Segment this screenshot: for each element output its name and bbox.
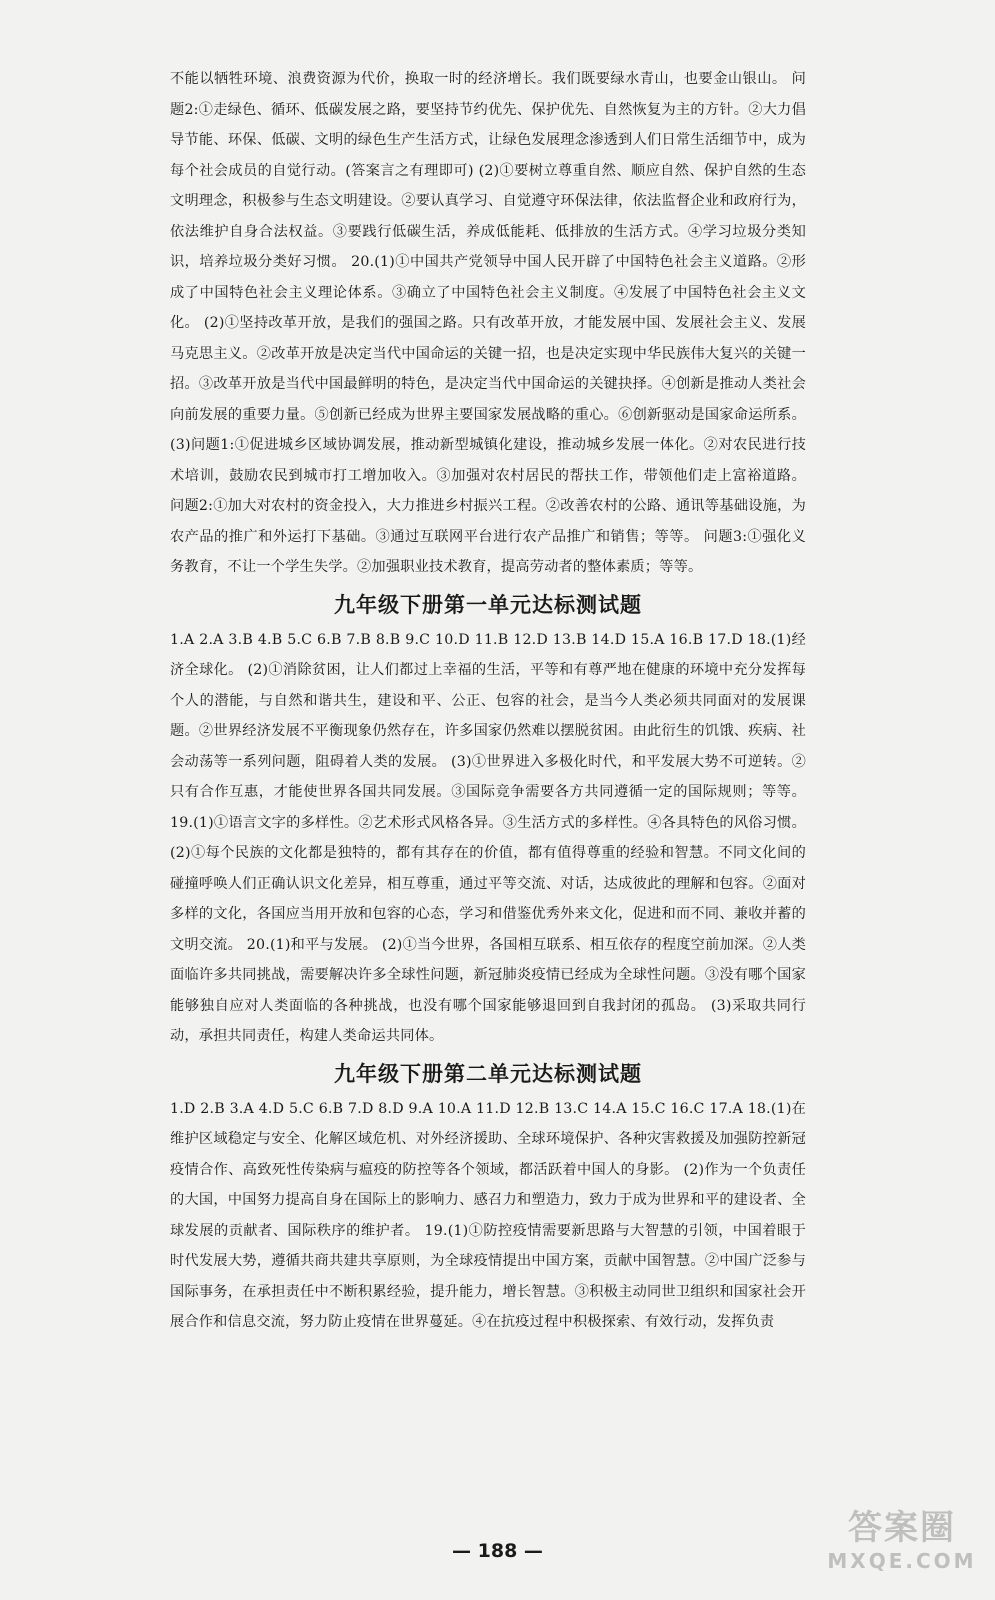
answer-block-unit-2: 1.D 2.B 3.A 4.D 5.C 6.B 7.D 8.D 9.A 10.A 11.D 12.B 13.C 14.A 15.C 16.C 17.A 18.(1)在维护区域稳定与安全、化解区域危机、对外经济援助、全球环境保护、各种灾害救援及加强防控新冠疫情合作、高致死性传染病与瘟疫的防控等各个领域，都活跃着中国人的身影。 (2)作为一个负责任的大国，中国努力提高自身在国际上的影响力、感召力和塑造力，致力于成为世界和平的建设者、全球发展的贡献者、国际秩序的维护者。 19.(1)①防控疫情需要新思路与大智慧的引领，中国着眼于时代发展大势，遵循共商共建共享原则，为全球疫情提出中国方案，贡献中国智慧。②中国广泛参与国际事务，在承担责任中不断积累经验，提升能力，增长智慧。③积极主动同世卫组织和国家社会开展合作和信息交流，努力防止疫情在世界蔓延。④在抗疫过程中积极探索、有效行动，发挥负责: [170, 1100, 806, 1330]
answer-block-unit-1: 1.A 2.A 3.B 4.B 5.C 6.B 7.B 8.B 9.C 10.D 11.B 12.D 13.B 14.D 15.A 16.B 17.D 18.(1)经济全球化。 (2)①消除贫困，让人们都过上幸福的生活，平等和有尊严地在健康的环境中充分发挥每个人的潜能，与自然和谐共生，建设和平、公正、包容的社会，是当今人类必须共同面对的发展课题。②世界经济发展不平衡现象仍然存在，许多国家仍然难以摆脱贫困。由此衍生的饥饿、疾病、社会动荡等一系列问题，阻碍着人类的发展。 (3)①世界进入多极化时代，和平发展大势不可逆转。②只有合作互惠，才能使世界各国共同发展。③国际竞争需要各方共同遵循一定的国际规则；等等。 19.(1)①语言文字的多样性。②艺术形式风格各异。③生活方式的多样性。④各具特色的风俗习惯。(2)①每个民族的文化都是独特的，都有其存在的价值，都有值得尊重的经验和智慧。不同文化间的碰撞呼唤人们正确认识文化差异，相互尊重，通过平等交流、对话，达成彼此的理解和包容。②面对多样的文化，各国应当用开放和包容的心态，学习和借鉴优秀外来文化，促进和而不同、兼收并蓄的文明交流。 20.(1)和平与发展。 (2)①当今世界，各国相互联系、相互依存的程度空前加深。②人类面临许多共同挑战，需要解决许多全球性问题，新冠肺炎疫情已经成为全球性问题。③没有哪个国家能够独自应对人类面临的各种挑战，也没有哪个国家能够退回到自我封闭的孤岛。 (3)采取共同行动，承担共同责任，构建人类命运共同体。: [170, 631, 806, 1044]
watermark-url: MXQE.COM: [827, 1549, 977, 1573]
page-number: — 188 —: [452, 1540, 543, 1562]
section-title-unit-2: 九年级下册第二单元达标测试题: [334, 1061, 642, 1086]
watermark-logo: [817, 1508, 987, 1574]
answer-block-prev-unit: 不能以牺牲环境、浪费资源为代价，换取一时的经济增长。我们既要绿水青山，也要金山银山。 问题2:①走绿色、循环、低碳发展之路，要坚持节约优先、保护优先、自然恢复为主的方针。②大力倡导节能、环保、低碳、文明的绿色生产生活方式，让绿色发展理念渗透到人们日常生活细节中，成为每个社会成员的自觉行动。(答案言之有理即可) (2)①要树立尊重自然、顺应自然、保护自然的生态文明理念，积极参与生态文明建设。②要认真学习、自觉遵守环保法律，依法监督企业和政府行为，依法维护自身合法权益。③要践行低碳生活，养成低能耗、低排放的生活方式。④学习垃圾分类知识，培养垃圾分类好习惯。 20.(1)①中国共产党领导中国人民开辟了中国特色社会主义道路。②形成了中国特色社会主义理论体系。③确立了中国特色社会主义制度。④发展了中国特色社会主义文化。 (2)①坚持改革开放，是我们的强国之路。只有改革开放，才能发展中国、发展社会主义、发展马克思主义。②改革开放是决定当代中国命运的关键一招，也是决定实现中华民族伟大复兴的关键一招。③改革开放是当代中国最鲜明的特色，是决定当代中国命运的关键抉择。④创新是推动人类社会向前发展的重要力量。⑤创新已经成为世界主要国家发展战略的重心。⑥创新驱动是国家命运所系。 (3)问题1:①促进城乡区域协调发展，推动新型城镇化建设，推动城乡发展一体化。②对农民进行技术培训，鼓励农民到城市打工增加收入。③加强对农村居民的帮扶工作，带领他们走上富裕道路。 问题2:①加大对农村的资金投入，大力推进乡村振兴工程。②改善农村的公路、通讯等基础设施，为农产品的推广和外运打下基础。③通过互联网平台进行农产品推广和销售；等等。 问题3:①强化义务教育，不让一个学生失学。②加强职业技术教育，提高劳动者的整体素质；等等。: [170, 71, 806, 575]
watermark-text: 答案圈: [848, 1508, 956, 1548]
section-title-unit-1: 九年级下册第一单元达标测试题: [334, 592, 642, 617]
answer-page: [170, 64, 806, 1338]
